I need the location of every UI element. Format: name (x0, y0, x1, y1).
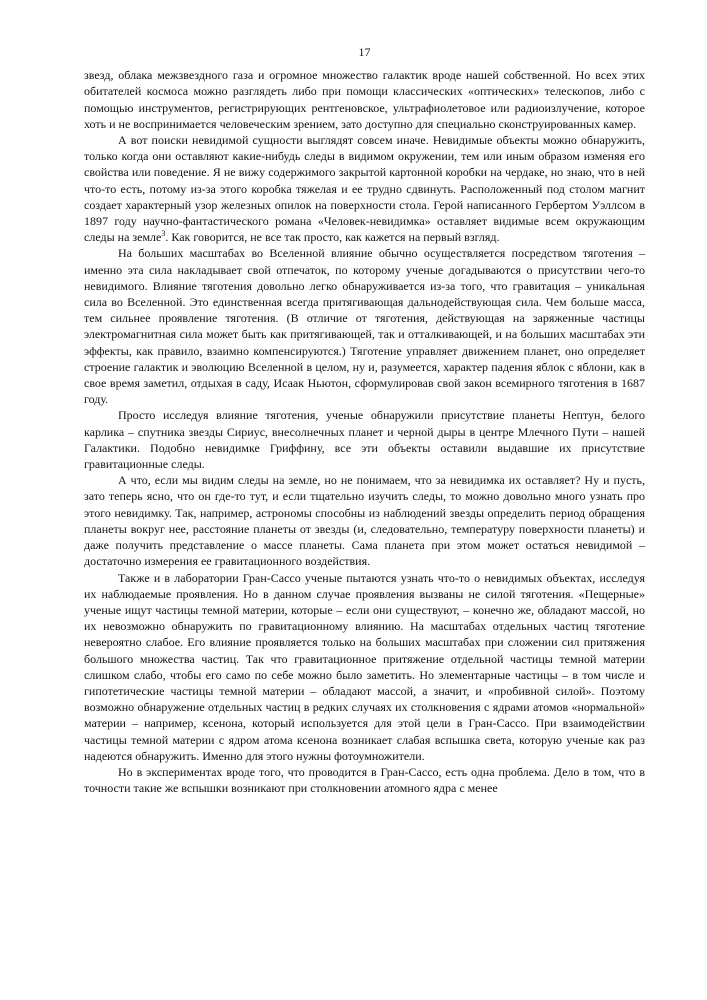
paragraph-2-tail: . Как говорится, не все так просто, как кажется на первый взгляд. (165, 230, 500, 245)
paragraph-5: А что, если мы видим следы на земле, но не понимаем, что за невидимка их оставляет? Ну и пусть, зато теперь ясно, что он где-то тут, и если тщательно изучить следы, то можно довольно много узнать про этого невидимку. Так, например, астрономы способны из наблюдений звезды определить период обращения планеты вокруг нее, расстояние планеты от звезды (и, следовательно, температуру поверхности планеты) и даже получить представление о массе планеты. Сама планета при этом может остаться невидимой – достаточно измерения ее гравитационного воздействия. (84, 473, 645, 569)
paragraph-2-text: А вот поиски невидимой сущности выглядят совсем иначе. Невидимые объекты можно обнаружить, только когда они оставляют какие-нибудь следы в видимом окружении, тем или иным образом изменяя его свойства или поведение. Я не вижу содержимого закрытой картонной коробки на чердаке, но знаю, что в ней что-то есть, потому из-за этого коробка тяжелая и ее трудно сдвинуть. Расположенный под столом магнит создает характерный узор железных опилок на поверхности стола. Герой написанного Гербертом Уэллсом в 1897 году научно-фантастического романа «Человек-невидимка» оставляет видимые всем окружающим следы на земле (84, 133, 645, 245)
paragraph-4: Просто исследуя влияние тяготения, ученые обнаружили присутствие планеты Нептун, белого карлика – спутника звезды Сириус, внесолнечных планет и черной дыры в центре Млечного Пути – нашей Галактики. Подобно невидимке Гриффину, все эти объекты оставили выдавшие их присутствие гравитационные следы. (84, 408, 645, 472)
page-number: 17 (358, 45, 371, 59)
paragraph-1: звезд, облака межзвездного газа и огромное множество галактик вроде нашей собственной. Но всех этих обитателей космоса можно разглядеть либо при помощи классических «оптических» телескопов, либо с помощью инструментов, регистрирующих рентгеновское, ультрафиолетовое или радиоизлучение, которое хоть и не воспринимается человеческим зрением, зато доступно для специально сконструированных камер. (84, 68, 645, 131)
paragraph-2 (84, 132, 645, 245)
paragraph-6: Также и в лаборатории Гран-Сассо ученые пытаются узнать что-то о невидимых объектах, исследуя их наблюдаемые проявления. Но в данном случае проявления вызваны не силой тяготения. «Пещерные» ученые ищут частицы темной материи, которые – если они существуют, – конечно же, обладают массой, но их невозможно обнаружить по гравитационному влиянию. На масштабах отдельных частиц тяготение невероятно слабое. Его влияние проявляется только на больших масштабах при сложении сил притяжения большого множества частиц. Так что гравитационное притяжение отдельной частицы темной материи слишком слабо, чтобы его само по себе можно было заметить. Но элементарные частицы – в том числе и гипотетические частицы темной материи – обладают массой, а значит, и «пробивной силой». Поэтому возможно обнаружение отдельных частиц в редких случаях их столкновения с ядрами атомов «нормальной» материи – например, ксенона, который используется для этой цели в Гран-Сассо. При взаимодействии частицы темной материи с ядром атома ксенона возникает слабая вспышка света, которую ученые как раз надеются обнаружить. Именно для этого нужны фотоумножители. (84, 570, 645, 763)
paragraph-3: На больших масштабах во Вселенной влияние обычно осуществляется посредством тяготения – именно эта сила накладывает свой отпечаток, по которому ученые догадываются о присутствии чего-то невидимого. Влияние тяготения довольно легко обнаруживается из-за того, что гравитация – уникальная сила во Вселенной. Это единственная всегда притягивающая дальнодействующая сила. Чем больше масса, тем сильнее проявление тяготения. (В отличие от тяготения, действующая на заряженные частицы электромагнитная сила может быть как притягивающей, так и отталкивающей, и на больших масштабах эти эффекты, как правило, взаимно компенсируются.) Тяготение управляет движением планет, оно определяет строение галактик и эволюцию Вселенной в целом, ну и, разумеется, характер падения яблок с яблони, как в свое время заметил, отдыхая в саду, Исаак Ньютон, сформулировав свой закон всемирного тяготения в 1687 году. (84, 246, 645, 407)
paragraph-7: Но в экспериментах вроде того, что проводится в Гран-Сассо, есть одна проблема. Дело в том, что в точности такие же вспышки возникают при столкновении атомного ядра с менее (84, 764, 645, 796)
footnote-marker[interactable]: 3 (161, 229, 166, 239)
